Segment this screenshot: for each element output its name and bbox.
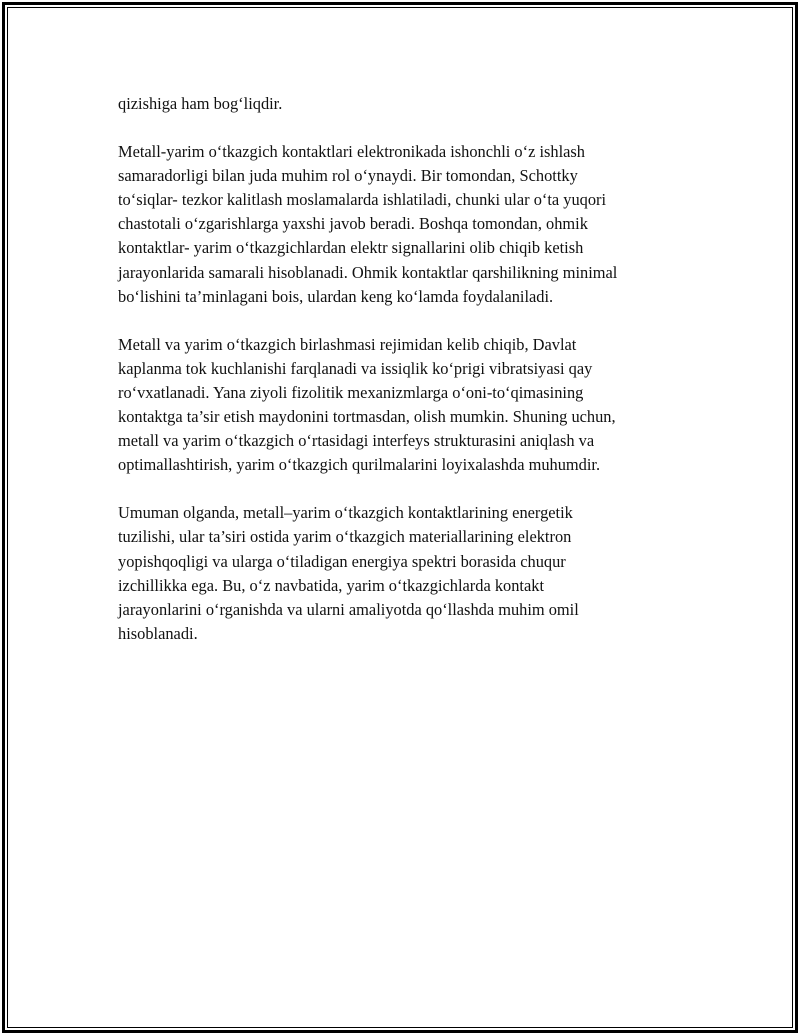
text-line: bo‘lishini ta’minlagani bois, ulardan keng ko‘lamda foydalaniladi.	[118, 286, 554, 306]
text-line: jarayonlarida samarali hisoblanadi. Ohmik kontaktlar qarshilikning minimal	[118, 262, 618, 282]
text-line: hisoblanadi.	[118, 623, 198, 643]
paragraph-1	[118, 92, 678, 116]
paragraph-3	[118, 333, 678, 478]
paragraph-2	[118, 140, 678, 309]
text-line: izchillikka ega. Bu, o‘z navbatida, yarim o‘tkazgichlarda kontakt	[118, 575, 544, 595]
text-line: chastotali o‘zgarishlarga yaxshi javob beradi. Boshqa tomondan, ohmik	[118, 214, 588, 234]
text-line: tuzilishi, ular ta’siri ostida yarim o‘tkazgich materiallarining elektron	[118, 527, 572, 547]
text-line: Umuman olganda, metall–yarim o‘tkazgich kontaktlarining energetik	[118, 503, 573, 523]
text-line: yopishqoqligi va ularga o‘tiladigan energiya spektri borasida chuqur	[118, 551, 566, 571]
text-line: kaplanma tok kuchlanishi farqlanadi va issiqlik ko‘prigi vibratsiyasi qay	[118, 358, 593, 378]
text-line: Metall va yarim o‘tkazgich birlashmasi rejimidan kelib chiqib, Davlat	[118, 334, 577, 354]
text-line: ro‘vxatlanadi. Yana ziyoli fizolitik mexanizmlarga o‘oni-to‘qimasining	[118, 382, 584, 402]
text-line: jarayonlarini o‘rganishda va ularni amaliyotda qo‘llashda muhim omil	[118, 599, 579, 619]
text-line: kontaktlar- yarim o‘tkazgichlardan elektr signallarini olib chiqib ketish	[118, 238, 584, 258]
text-line: Metall-yarim o‘tkazgich kontaktlari elektronikada ishonchli o‘z ishlash	[118, 142, 585, 162]
text-line: qizishiga ham bog‘liqdir.	[118, 94, 283, 113]
text-line: metall va yarim o‘tkazgich o‘rtasidagi interfeys strukturasini aniqlash va	[118, 431, 595, 451]
text-line: samaradorligi bilan juda muhim rol o‘ynaydi. Bir tomondan, Schottky	[118, 166, 578, 186]
text-line: kontaktga ta’sir etish maydonini tortmasdan, olish mumkin. Shuning uchun,	[118, 407, 616, 427]
paragraph-4	[118, 501, 678, 646]
document-body	[118, 92, 678, 670]
text-line: optimallashtirish, yarim o‘tkazgich qurilmalarini loyixalashda muhumdir.	[118, 455, 601, 475]
text-line: to‘siqlar- tezkor kalitlash moslamalarda ishlatiladi, chunki ular o‘ta yuqori	[118, 190, 607, 210]
